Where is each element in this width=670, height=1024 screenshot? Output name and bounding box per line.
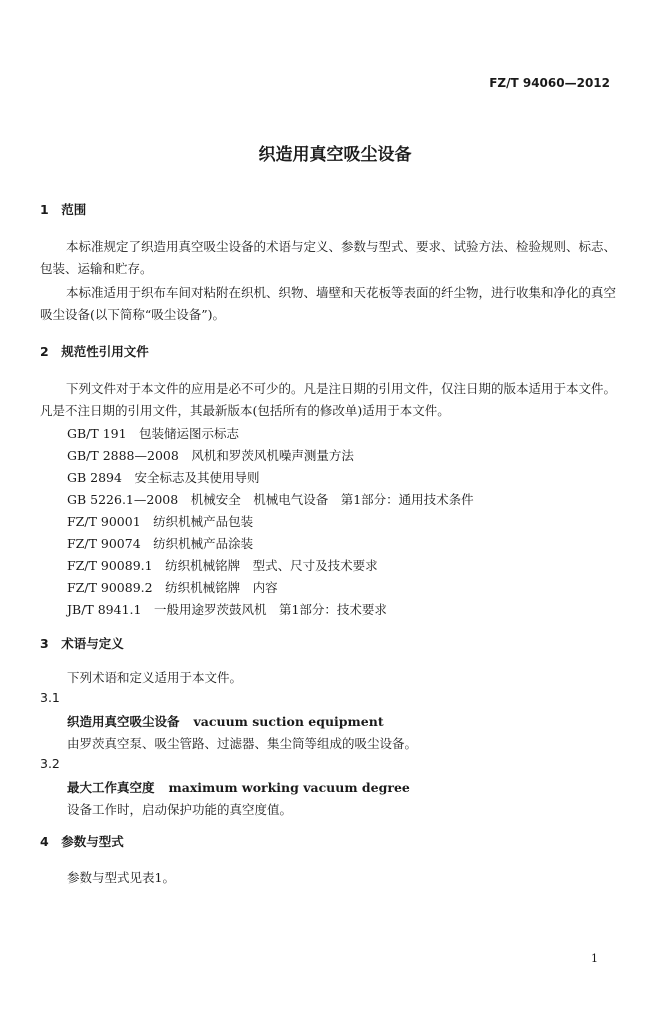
section-3-heading: 3 术语与定义 xyxy=(40,636,124,651)
reference-item: GB/T 2888—2008 风机和罗茨风机噪声测量方法 xyxy=(67,448,354,463)
reference-item: FZ/T 90074 纺织机械产品涂装 xyxy=(67,536,254,551)
term-heading xyxy=(67,778,410,796)
term-number: 3.1 xyxy=(40,690,60,705)
term-heading xyxy=(67,712,384,730)
term-zh: 织造用真空吸尘设备 xyxy=(67,714,180,729)
term-definition: 由罗茨真空泵、吸尘管路、过滤器、集尘筒等组成的吸尘设备。 xyxy=(67,736,418,751)
standard-code: FZ/T 94060—2012 xyxy=(489,76,610,90)
reference-item: JB/T 8941.1 一般用途罗茨鼓风机 第1部分：技术要求 xyxy=(67,602,387,617)
section-3-intro: 下列术语和定义适用于本文件。 xyxy=(67,670,243,685)
term-number: 3.2 xyxy=(40,756,60,771)
reference-item: GB 5226.1—2008 机械安全 机械电气设备 第1部分：通用技术条件 xyxy=(67,492,474,507)
term-en: maximum working vacuum degree xyxy=(168,780,410,795)
reference-item: FZ/T 90089.1 纺织机械铭牌 型式、尺寸及技术要求 xyxy=(67,558,378,573)
reference-item: GB 2894 安全标志及其使用导则 xyxy=(67,470,260,485)
reference-item: FZ/T 90001 纺织机械产品包装 xyxy=(67,514,254,529)
section-4-heading: 4 参数与型式 xyxy=(40,834,124,849)
section-2-heading: 2 规范性引用文件 xyxy=(40,344,149,359)
section-2-paragraph-1: 下列文件对于本文件的应用是必不可少的。凡是注日期的引用文件，仅注日期的版本适用于本文件。凡是不注日期的引用文件，其最新版本(包括所有的修改单)适用于本文件。 xyxy=(40,381,617,418)
term-zh: 最大工作真空度 xyxy=(67,780,155,795)
reference-item: GB/T 191 包装储运图示标志 xyxy=(67,426,240,441)
reference-item: FZ/T 90089.2 纺织机械铭牌 内容 xyxy=(67,580,278,595)
term-en: vacuum suction equipment xyxy=(193,714,384,729)
section-4-body: 参数与型式见表1。 xyxy=(67,870,175,885)
document-title: 织造用真空吸尘设备 xyxy=(258,145,412,165)
section-1-paragraph-2: 本标准适用于织布车间对粘附在织机、织物、墙壁和天花板等表面的纤尘物，进行收集和净化的真空吸尘设备(以下简称“吸尘设备”)。 xyxy=(40,285,617,322)
term-definition: 设备工作时，启动保护功能的真空度值。 xyxy=(67,802,293,817)
page-number: 1 xyxy=(591,952,598,965)
section-1-heading: 1 范围 xyxy=(40,202,87,217)
section-1-paragraph-1: 本标准规定了织造用真空吸尘设备的术语与定义、参数与型式、要求、试验方法、检验规则、标志、包装、运输和贮存。 xyxy=(40,239,617,276)
